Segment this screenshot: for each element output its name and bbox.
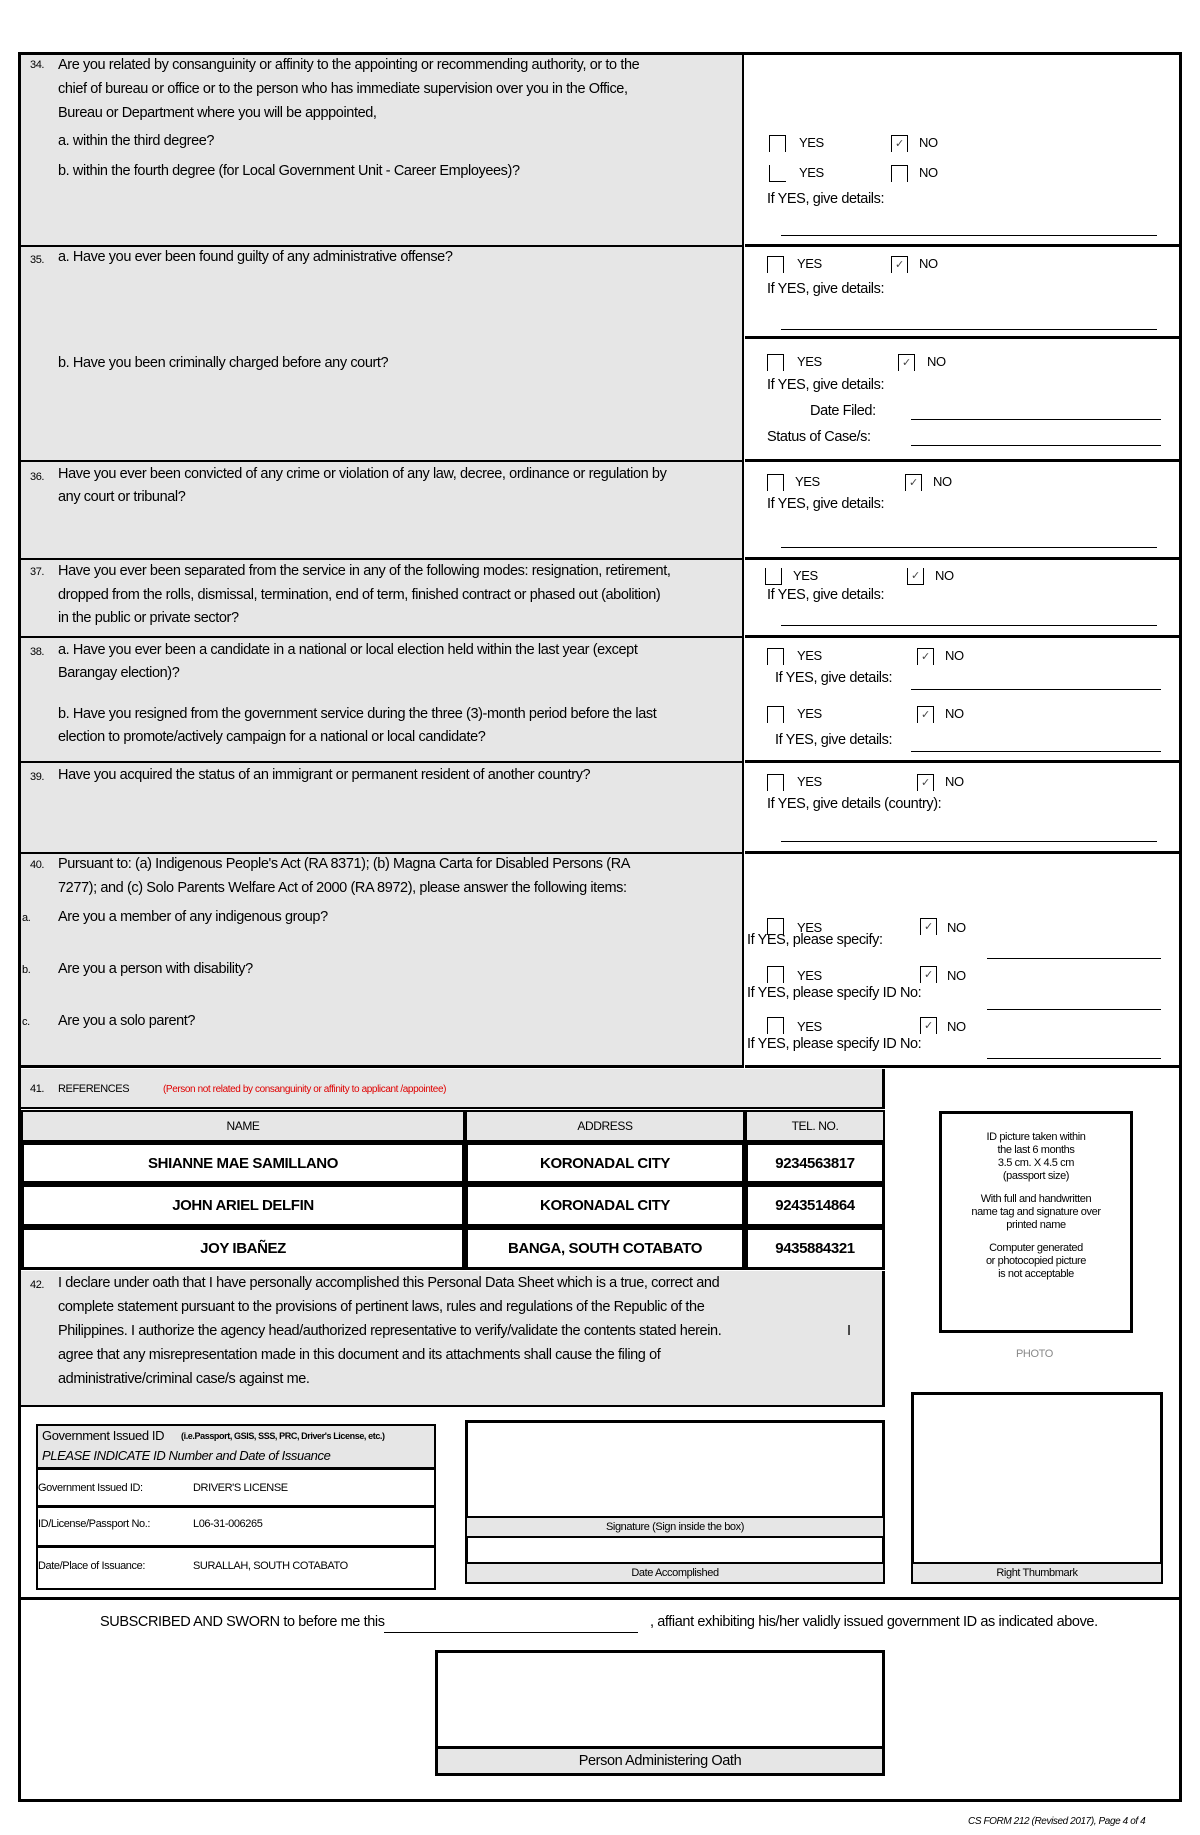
q34-question <box>21 55 744 247</box>
q40c-yes-label: YES <box>797 1019 822 1034</box>
declaration-line-2: complete statement pursuant to the provisions of pertinent laws, rules and regulations of the Republic of the <box>58 1299 705 1315</box>
q35b-details-label: If YES, give details: <box>767 377 885 393</box>
references-header <box>21 1069 885 1109</box>
photo-caption: PHOTO <box>1016 1348 1053 1360</box>
q36-question <box>21 462 744 560</box>
q38b-details-label: If YES, give details: <box>775 732 893 748</box>
q34-text-1: Are you related by consanguinity or affinity to the appointing or recommending authority, or to the <box>58 57 640 73</box>
ref-header-tel: TEL. NO. <box>745 1110 885 1142</box>
government-id-value[interactable]: DRIVER'S LICENSE <box>193 1482 288 1494</box>
q37-details-label: If YES, give details: <box>767 587 885 603</box>
q40b-no-label: NO <box>947 968 966 983</box>
q37-details-line[interactable] <box>781 625 1157 626</box>
q40c-details-line[interactable] <box>987 1058 1161 1059</box>
q40-c-marker: c. <box>22 1016 30 1028</box>
q38-answer <box>745 638 1179 763</box>
q34b-yes-label: YES <box>799 165 824 180</box>
q37-no-label: NO <box>935 568 954 583</box>
q40b-no-checkbox[interactable] <box>920 966 937 983</box>
q37-answer <box>745 560 1179 638</box>
ref-2-tel[interactable]: 9243514864 <box>745 1184 885 1227</box>
q40a-details-label: If YES, please specify: <box>747 932 883 948</box>
photo-instr-4: (passport size) <box>1002 1170 1070 1182</box>
q38a-no-checkbox[interactable] <box>917 648 934 665</box>
q40-b-marker: b. <box>22 964 31 976</box>
q35a-details-line[interactable] <box>781 329 1157 330</box>
date-accomplished-field[interactable] <box>465 1538 885 1562</box>
q35-b: b. Have you been criminally charged before any court? <box>58 355 389 371</box>
q35b-yes-checkbox[interactable] <box>767 354 784 371</box>
photo-instr-9: or photocopied picture <box>985 1255 1087 1267</box>
q40a-details-line[interactable] <box>987 958 1161 959</box>
ref-3-address[interactable]: BANGA, SOUTH COTABATO <box>465 1227 745 1270</box>
q39-text-1: Have you acquired the status of an immigrant or permanent resident of another country? <box>58 767 591 783</box>
q35b-status-line[interactable] <box>911 445 1161 446</box>
q40-b: Are you a person with disability? <box>58 961 253 977</box>
q36-no-checkbox[interactable] <box>905 474 922 491</box>
declaration-line-3: Philippines. I authorize the agency head/authorized representative to verify/validate the contents stated herein. <box>58 1323 722 1339</box>
q34a-no-label: NO <box>919 135 938 150</box>
sworn-date-line[interactable] <box>384 1632 638 1633</box>
q35b-no-label: NO <box>927 354 946 369</box>
sworn-suffix: , affiant exhibiting his/her validly issued government ID as indicated above. <box>650 1614 1098 1630</box>
q36-yes-checkbox[interactable] <box>767 474 784 491</box>
ref-1-address[interactable]: KORONADAL CITY <box>465 1142 745 1184</box>
q38-a-2: Barangay election)? <box>58 665 180 681</box>
q35a-yes-label: YES <box>797 256 822 271</box>
q38b-yes-label: YES <box>797 706 822 721</box>
q35b-no-checkbox[interactable] <box>898 354 915 371</box>
ref-3-name[interactable]: JOY IBAÑEZ <box>21 1227 465 1270</box>
q34-answer <box>745 55 1179 247</box>
ref-1-name[interactable]: SHIANNE MAE SAMILLANO <box>21 1142 465 1184</box>
q34a-no-checkbox[interactable] <box>891 135 908 152</box>
q39-details-line[interactable] <box>781 841 1157 842</box>
photo-instr-3: 3.5 cm. X 4.5 cm <box>997 1157 1075 1169</box>
photo-instr-5: With full and handwritten <box>980 1193 1092 1205</box>
q38b-yes-checkbox[interactable] <box>767 706 784 723</box>
q34-text-3: Bureau or Department where you will be apppointed, <box>58 105 377 121</box>
government-id-label: Government Issued ID: <box>38 1482 143 1494</box>
sworn-prefix: SUBSCRIBED AND SWORN to before me this <box>100 1614 385 1630</box>
oath-signature-box[interactable] <box>435 1650 885 1746</box>
photo-instr-2: the last 6 months <box>997 1144 1075 1156</box>
q34b-no-checkbox[interactable] <box>891 165 908 182</box>
q38a-yes-label: YES <box>797 648 822 663</box>
q39-no-label: NO <box>945 774 964 789</box>
declaration-line-3b: I <box>847 1323 851 1339</box>
government-id-row <box>38 1470 434 1508</box>
q36-answer <box>745 462 1179 560</box>
oath-label: Person Administering Oath <box>435 1746 885 1776</box>
ref-header-name: NAME <box>21 1110 465 1142</box>
q38-b-1: b. Have you resigned from the government service during the three (3)-month period before the last <box>58 706 657 722</box>
q37-text-3: in the public or private sector? <box>58 610 239 626</box>
ref-1-tel[interactable]: 9234563817 <box>745 1142 885 1184</box>
q35-number: 35. <box>30 254 45 266</box>
q34a-yes-checkbox[interactable] <box>769 135 786 152</box>
q37-no-checkbox[interactable] <box>907 568 924 585</box>
q34-a: a. within the third degree? <box>58 133 215 149</box>
q38-a-1: a. Have you ever been a candidate in a national or local election held within the last year (except <box>58 642 638 658</box>
ref-3-tel[interactable]: 9435884321 <box>745 1227 885 1270</box>
q39-number: 39. <box>30 771 45 783</box>
q36-details-label: If YES, give details: <box>767 496 885 512</box>
government-id-title-note: (i.e.Passport, GSIS, SSS, PRC, Driver's License, etc.) <box>181 1431 385 1441</box>
q40c-details-label: If YES, please specify ID No: <box>747 1036 922 1052</box>
q39-answer <box>745 763 1179 854</box>
date-accomplished-label: Date Accomplished <box>465 1562 885 1584</box>
q34-details-line[interactable] <box>781 235 1157 236</box>
q35a-no-label: NO <box>919 256 938 271</box>
government-id-header <box>38 1426 434 1470</box>
declaration-line-4: agree that any misrepresentation made in this document and its attachments shall cause the filing of <box>58 1347 661 1363</box>
government-id-box <box>36 1424 436 1590</box>
q40c-yes-checkbox[interactable] <box>767 1017 784 1034</box>
q39-yes-checkbox[interactable] <box>767 774 784 791</box>
q40b-yes-checkbox[interactable] <box>767 966 784 983</box>
q40c-no-label: NO <box>947 1019 966 1034</box>
q40-question <box>21 854 744 1068</box>
q37-text-2: dropped from the rolls, dismissal, termination, end of term, finished contract or phased out (abolition) <box>58 587 661 603</box>
q38a-yes-checkbox[interactable] <box>767 648 784 665</box>
q39-question <box>21 763 744 854</box>
form-footer: CS FORM 212 (Revised 2017), Page 4 of 4 <box>968 1816 1146 1827</box>
declaration-line-1: I declare under oath that I have personally accomplished this Personal Data Sheet which is a true, correct and <box>58 1275 720 1291</box>
q38-question <box>21 638 744 763</box>
q40b-details-line[interactable] <box>987 1009 1161 1010</box>
signature-label: Signature (Sign inside the box) <box>465 1516 885 1538</box>
q40-number: 40. <box>30 859 45 871</box>
photo-box[interactable] <box>939 1111 1133 1333</box>
q39-details-label: If YES, give details (country): <box>767 796 942 812</box>
q34b-yes-checkbox[interactable] <box>769 165 786 182</box>
q35-question <box>21 247 744 462</box>
ref-2-address[interactable]: KORONADAL CITY <box>465 1184 745 1227</box>
q40a-no-checkbox[interactable] <box>920 918 937 935</box>
thumbmark-label: Right Thumbmark <box>911 1562 1163 1584</box>
q38b-no-label: NO <box>945 706 964 721</box>
q35a-yes-checkbox[interactable] <box>767 256 784 273</box>
q39-no-checkbox[interactable] <box>917 774 934 791</box>
government-id-title: Government Issued ID <box>42 1428 165 1443</box>
q38a-details-line[interactable] <box>911 689 1161 690</box>
photo-instr-10: is not acceptable <box>998 1268 1074 1280</box>
q40c-no-checkbox[interactable] <box>920 1017 937 1034</box>
signature-box[interactable] <box>465 1420 885 1516</box>
q40-a: Are you a member of any indigenous group? <box>58 909 328 925</box>
government-id-subtitle: PLEASE INDICATE ID Number and Date of Issuance <box>42 1448 331 1463</box>
q34b-no-label: NO <box>919 165 938 180</box>
q40-text-1: Pursuant to: (a) Indigenous People's Act (RA 8371); (b) Magna Carta for Disabled Persons (RA <box>58 856 631 872</box>
q35b-date-filed-label: Date Filed: <box>810 403 876 419</box>
q40-text-2: 7277); and (c) Solo Parents Welfare Act of 2000 (RA 8972), please answer the following items: <box>58 880 627 896</box>
photo-instr-7: printed name <box>1006 1219 1066 1231</box>
q38b-no-checkbox[interactable] <box>917 706 934 723</box>
q36-number: 36. <box>30 471 45 483</box>
q37-question <box>21 560 744 638</box>
q35a-answer <box>745 247 1179 339</box>
q36-no-label: NO <box>933 474 952 489</box>
q40a-no-label: NO <box>947 920 966 935</box>
q38a-no-label: NO <box>945 648 964 663</box>
ref-header-address: ADDRESS <box>465 1110 745 1142</box>
q37-text-1: Have you ever been separated from the service in any of the following modes: resignation, retirement, <box>58 563 671 579</box>
date-issuance-value[interactable]: SURALLAH, SOUTH COTABATO <box>193 1560 348 1572</box>
q34-number: 34. <box>30 59 45 71</box>
q34a-yes-label: YES <box>799 135 824 150</box>
q40b-details-label: If YES, please specify ID No: <box>747 985 922 1001</box>
q37-yes-label: YES <box>793 568 818 583</box>
q36-text-2: any court or tribunal? <box>58 489 186 505</box>
q35a-details-label: If YES, give details: <box>767 281 885 297</box>
q35b-answer <box>745 339 1179 462</box>
q38-number: 38. <box>30 646 45 658</box>
q36-details-line[interactable] <box>781 547 1157 548</box>
photo-instr-8: Computer generated <box>989 1242 1083 1254</box>
photo-instr-1: ID picture taken within <box>986 1131 1086 1143</box>
q40-a-marker: a. <box>22 912 31 924</box>
q38-b-2: election to promote/actively campaign for a national or local candidate? <box>58 729 486 745</box>
q35b-yes-label: YES <box>797 354 822 369</box>
license-number-label: ID/License/Passport No.: <box>38 1518 151 1530</box>
q40-answer <box>745 854 1179 1068</box>
q36-text-1: Have you ever been convicted of any crime or violation of any law, decree, ordinance or regulation by <box>58 466 667 482</box>
references-title: REFERENCES <box>58 1083 130 1095</box>
q40b-yes-label: YES <box>797 968 822 983</box>
q34-text-2: chief of bureau or office or to the person who has immediate supervision over you in the Office, <box>58 81 628 97</box>
license-number-row <box>38 1508 434 1548</box>
q35b-date-filed-line[interactable] <box>911 419 1161 420</box>
oath-divider <box>21 1597 1179 1600</box>
q36-yes-label: YES <box>795 474 820 489</box>
q41-number: 41. <box>30 1083 45 1095</box>
ref-2-name[interactable]: JOHN ARIEL DELFIN <box>21 1184 465 1227</box>
q34-b: b. within the fourth degree (for Local Government Unit - Career Employees)? <box>58 163 520 179</box>
photo-instr-6: name tag and signature over <box>971 1206 1101 1218</box>
date-issuance-label: Date/Place of Issuance: <box>38 1560 145 1572</box>
q38b-details-line[interactable] <box>911 751 1161 752</box>
q42-number: 42. <box>30 1279 45 1291</box>
q40a-yes-label: YES <box>797 920 822 935</box>
q40-c: Are you a solo parent? <box>58 1013 196 1029</box>
q37-number: 37. <box>30 566 45 578</box>
declaration-line-5: administrative/criminal case/s against me. <box>58 1371 310 1387</box>
q35-a: a. Have you ever been found guilty of any administrative offense? <box>58 249 453 265</box>
q34-details-label: If YES, give details: <box>767 191 885 207</box>
q39-yes-label: YES <box>797 774 822 789</box>
declaration <box>21 1271 885 1407</box>
date-issuance-row <box>38 1548 434 1588</box>
thumbmark-box[interactable] <box>911 1392 1163 1562</box>
q35a-no-checkbox[interactable] <box>891 256 908 273</box>
license-number-value[interactable]: L06-31-006265 <box>193 1518 263 1530</box>
references-note: (Person not related by consanguinity or affinity to applicant /appointee) <box>163 1084 447 1095</box>
q38a-details-label: If YES, give details: <box>775 670 893 686</box>
q35b-status-label: Status of Case/s: <box>767 429 871 445</box>
q37-yes-checkbox[interactable] <box>765 568 782 585</box>
